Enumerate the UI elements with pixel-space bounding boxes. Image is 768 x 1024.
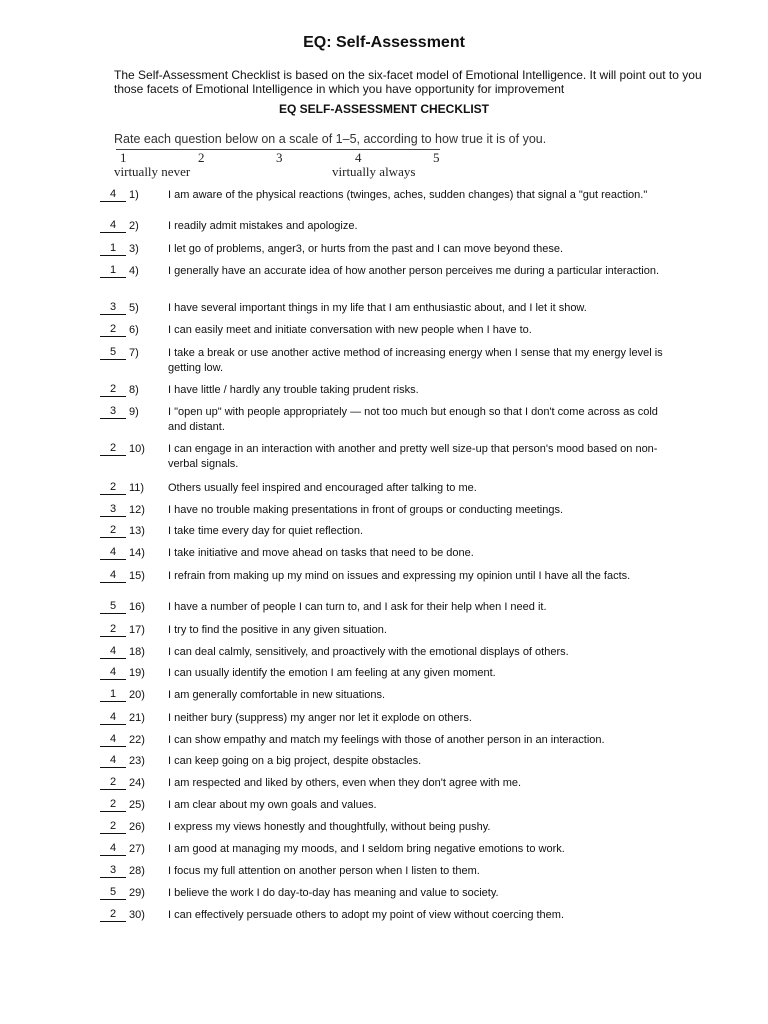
item-score: 2 bbox=[100, 323, 126, 337]
item-score: 1 bbox=[100, 242, 126, 256]
item-text: I can deal calmly, sensitively, and proactively with the emotional displays of others. bbox=[168, 646, 569, 658]
item-text: I express my views honestly and thoughtfully, without being pushy. bbox=[168, 821, 491, 833]
item-text: I can engage in an interaction with another and pretty well size-up that person's mood based on non-verbal signals. bbox=[168, 443, 658, 470]
item-number: 23) bbox=[129, 755, 145, 767]
item-score: 2 bbox=[100, 798, 126, 812]
item-text: I neither bury (suppress) my anger nor let it explode on others. bbox=[168, 712, 472, 724]
item-number: 9) bbox=[129, 406, 139, 418]
intro-paragraph: The Self-Assessment Checklist is based on the six-facet model of Emotional Intelligence. It will point out to you those facets of Emotional Intelligence in which you have opportunity for improvement bbox=[114, 68, 702, 96]
item-score: 4 bbox=[100, 219, 126, 233]
scale-number-3: 3 bbox=[276, 150, 283, 165]
item-text: I am clear about my own goals and values. bbox=[168, 799, 377, 811]
scale-high-label: virtually always bbox=[332, 164, 416, 179]
item-score: 4 bbox=[100, 666, 126, 680]
item-score: 4 bbox=[100, 645, 126, 659]
item-number: 19) bbox=[129, 667, 145, 679]
item-text: I can show empathy and match my feelings with those of another person in an interaction. bbox=[168, 734, 605, 746]
item-number: 5) bbox=[129, 302, 139, 314]
item-number: 10) bbox=[129, 443, 145, 455]
item-score: 2 bbox=[100, 383, 126, 397]
item-number: 18) bbox=[129, 646, 145, 658]
item-text: I can keep going on a big project, despite obstacles. bbox=[168, 755, 422, 767]
item-score: 3 bbox=[100, 405, 126, 419]
item-text: I focus my full attention on another person when I listen to them. bbox=[168, 865, 480, 877]
item-number: 28) bbox=[129, 865, 145, 877]
item-number: 30) bbox=[129, 909, 145, 921]
item-score: 2 bbox=[100, 481, 126, 495]
item-score: 5 bbox=[100, 346, 126, 360]
item-text: I have a number of people I can turn to, and I ask for their help when I need it. bbox=[168, 601, 547, 613]
item-number: 11) bbox=[129, 482, 145, 494]
item-score: 5 bbox=[100, 886, 126, 900]
item-score: 3 bbox=[100, 503, 126, 517]
rating-instructions: Rate each question below on a scale of 1–5, according to how true it is of you. bbox=[114, 132, 547, 146]
item-score: 2 bbox=[100, 820, 126, 834]
item-number: 2) bbox=[129, 220, 139, 232]
scale-number-4: 4 bbox=[355, 150, 362, 165]
item-number: 29) bbox=[129, 887, 145, 899]
item-score: 5 bbox=[100, 600, 126, 614]
item-text: I take a break or use another active method of increasing energy when I sense that my energy level is getting low. bbox=[168, 347, 663, 374]
item-score: 4 bbox=[100, 546, 126, 560]
item-score: 3 bbox=[100, 864, 126, 878]
item-text: I have little / hardly any trouble taking prudent risks. bbox=[168, 384, 419, 396]
item-number: 14) bbox=[129, 547, 145, 559]
item-score: 2 bbox=[100, 442, 126, 456]
item-score: 2 bbox=[100, 776, 126, 790]
scale-number-2: 2 bbox=[198, 150, 205, 165]
item-number: 24) bbox=[129, 777, 145, 789]
item-text: I am respected and liked by others, even when they don't agree with me. bbox=[168, 777, 522, 789]
item-text: I can usually identify the emotion I am feeling at any given moment. bbox=[168, 667, 496, 679]
item-score: 1 bbox=[100, 264, 126, 278]
item-number: 16) bbox=[129, 601, 145, 613]
item-number: 26) bbox=[129, 821, 145, 833]
item-score: 2 bbox=[100, 524, 126, 538]
item-number: 4) bbox=[129, 265, 139, 277]
item-text: I readily admit mistakes and apologize. bbox=[168, 220, 358, 232]
item-text: I have no trouble making presentations in front of groups or conducting meetings. bbox=[168, 504, 564, 516]
item-number: 12) bbox=[129, 504, 145, 516]
item-score: 4 bbox=[100, 733, 126, 747]
item-number: 17) bbox=[129, 624, 145, 636]
item-text: I have several important things in my life that I am enthusiastic about, and I let it show. bbox=[168, 302, 587, 314]
item-number: 25) bbox=[129, 799, 145, 811]
item-number: 8) bbox=[129, 384, 139, 396]
item-number: 3) bbox=[129, 243, 139, 255]
item-score: 4 bbox=[100, 188, 126, 202]
item-text: I "open up" with people appropriately — not too much but enough so that I don't come across as cold and distant. bbox=[168, 406, 658, 433]
item-score: 4 bbox=[100, 569, 126, 583]
item-text: Others usually feel inspired and encouraged after talking to me. bbox=[168, 482, 477, 494]
item-text: I am generally comfortable in new situations. bbox=[168, 689, 386, 701]
item-number: 15) bbox=[129, 570, 145, 582]
item-text: I generally have an accurate idea of how another person perceives me during a particular interaction. bbox=[168, 265, 660, 277]
scale-number-5: 5 bbox=[433, 150, 440, 165]
item-score: 1 bbox=[100, 688, 126, 702]
item-number: 1) bbox=[129, 189, 139, 201]
item-text: I am good at managing my moods, and I seldom bring negative emotions to work. bbox=[168, 843, 565, 855]
item-number: 22) bbox=[129, 734, 145, 746]
item-score: 4 bbox=[100, 711, 126, 725]
item-text: I can easily meet and initiate conversation with new people when I have to. bbox=[168, 324, 532, 336]
scale-low-label: virtually never bbox=[114, 164, 191, 179]
item-text: I am aware of the physical reactions (twinges, aches, sudden changes) that signal a "gut reaction." bbox=[168, 189, 648, 201]
item-number: 27) bbox=[129, 843, 145, 855]
item-text: I take initiative and move ahead on tasks that need to be done. bbox=[168, 547, 474, 559]
page-title: EQ: Self-Assessment bbox=[303, 34, 465, 51]
checklist-heading: EQ SELF-ASSESSMENT CHECKLIST bbox=[278, 102, 490, 116]
item-number: 20) bbox=[129, 689, 145, 701]
item-text: I take time every day for quiet reflection. bbox=[168, 525, 364, 537]
item-score: 3 bbox=[100, 301, 126, 315]
item-text: I let go of problems, anger3, or hurts from the past and I can move beyond these. bbox=[168, 243, 564, 255]
item-text: I refrain from making up my mind on issues and expressing my opinion until I have all the facts. bbox=[168, 570, 631, 582]
item-number: 21) bbox=[129, 712, 145, 724]
item-text: I believe the work I do day-to-day has meaning and value to society. bbox=[168, 887, 499, 899]
item-text: I try to find the positive in any given situation. bbox=[168, 624, 387, 636]
item-number: 13) bbox=[129, 525, 145, 537]
item-score: 2 bbox=[100, 623, 126, 637]
item-number: 7) bbox=[129, 347, 139, 359]
item-score: 2 bbox=[100, 908, 126, 922]
item-number: 6) bbox=[129, 324, 139, 336]
item-score: 4 bbox=[100, 842, 126, 856]
item-score: 4 bbox=[100, 754, 126, 768]
scale-number-1: 1 bbox=[120, 150, 127, 165]
item-text: I can effectively persuade others to adopt my point of view without coercing them. bbox=[168, 909, 565, 921]
